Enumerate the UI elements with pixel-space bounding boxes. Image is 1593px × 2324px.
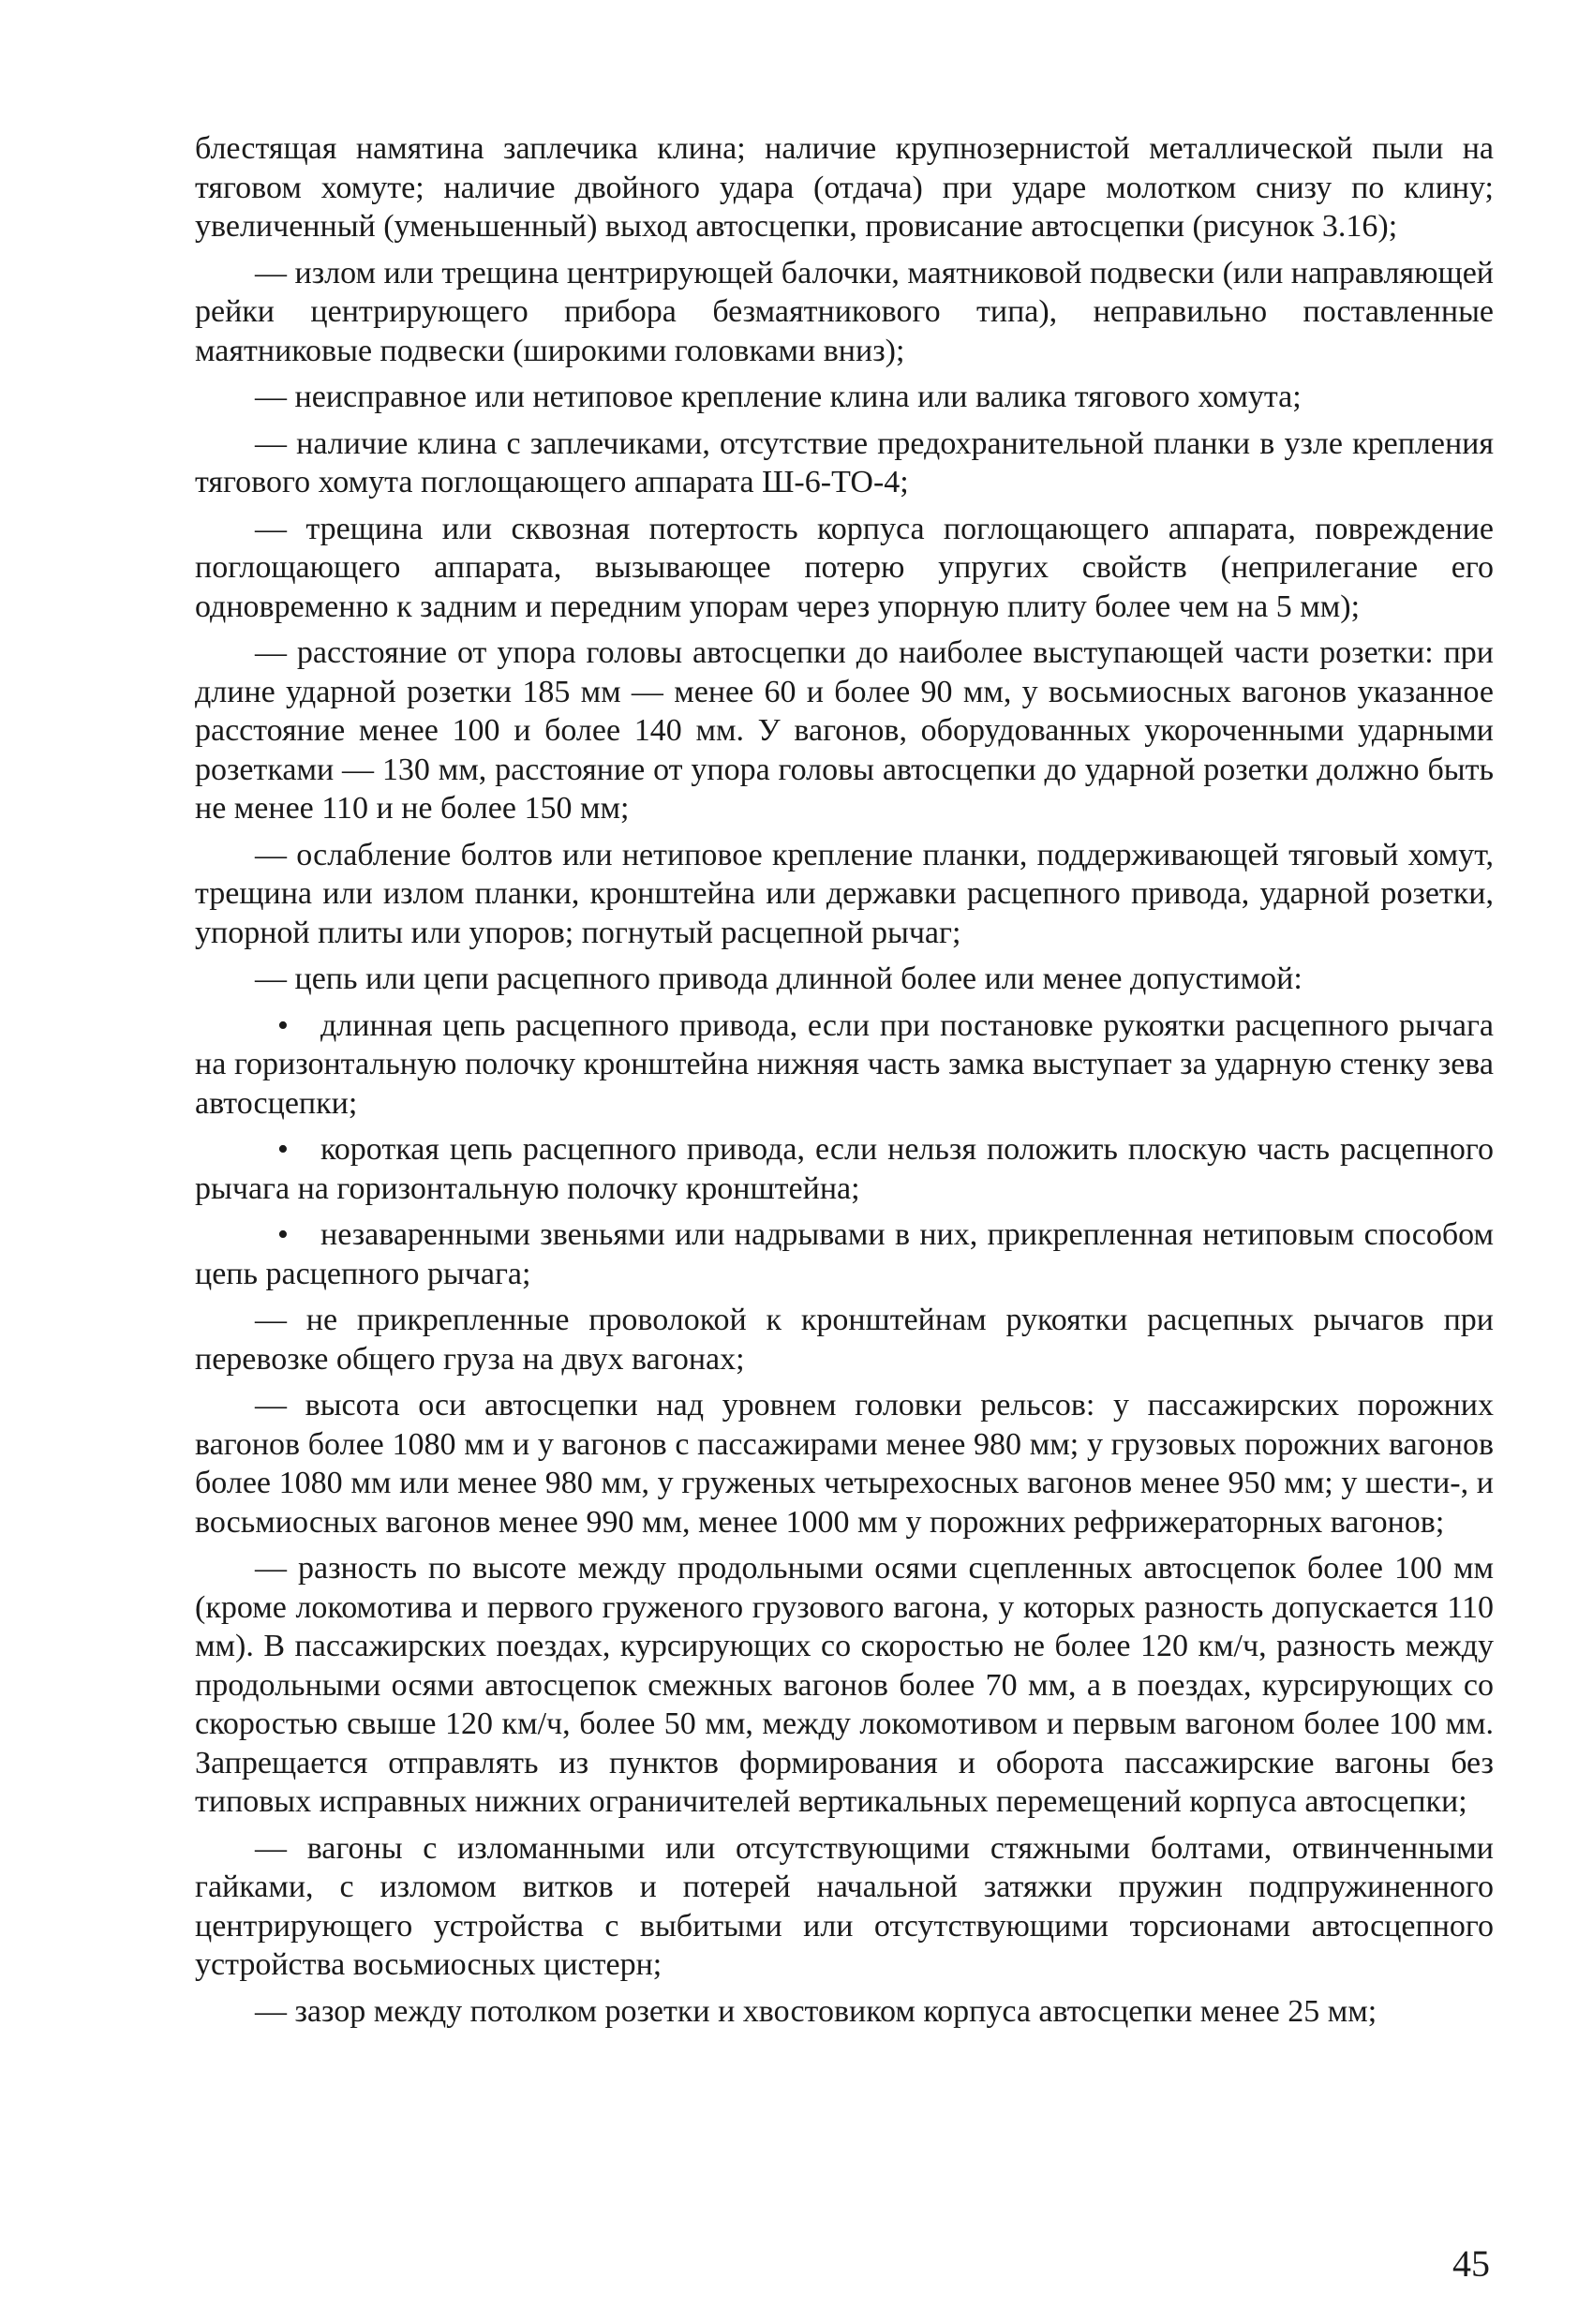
bullet-item [195, 1006, 1494, 1124]
paragraph: — разность по высоте между продольными осями сцепленных автосцепок более 100 мм (кроме локомотива и первого груженого грузового вагона, у которых разность допускается 110 мм). В пассажирских поездах, курсирующих со скоростью не более 120 км/ч, разность между продольными осями автосцепок смежных вагонов более 70 мм, а в поездах, курсирующих со скоростью свыше 120 км/ч, более 50 мм, между локомотивом и первым вагоном более 100 мм. Запрещается отправлять из пунктов формирования и оборота пассажирские вагоны без типовых исправных нижних ограничителей вертикальных перемещений корпуса автосцепки; [195, 1551, 1494, 1819]
paragraph: — зазор между потолком розетки и хвостовиком корпуса автосцепки менее 25 мм; [255, 1993, 1377, 2029]
page-number: 45 [1452, 2242, 1490, 2285]
paragraph: — вагоны с изломанными или отсутствующими стяжными болтами, отвинченными гайками, с изломом витков и потерей начальной затяжки пружин подпружиненного центрирующего устройства с выбитыми или отсутствующими торсионами автосцепного устройства восьмиосных цистерн; [195, 1830, 1494, 1982]
bullet-text: длинная цепь расцепного привода, если при постановке рукоятки расцепного рычага на горизонтальную полочку кронштейна нижняя часть замка выступает за ударную стенку зева автосцепки; [195, 1007, 1494, 1121]
paragraph: — высота оси автосцепки над уровнем головки рельсов: у пассажирских порожних вагонов более 1080 мм и у вагонов с пассажирами менее 980 мм; у грузовых порожних вагонов более 1080 мм или менее 980 мм, у груженых четырехосных вагонов менее 950 мм; у шести-, и восьмиосных вагонов менее 990 мм, менее 1000 мм у порожних рефрижераторных вагонов; [195, 1388, 1494, 1540]
paragraph: — ослабление болтов или нетиповое крепление планки, поддерживающей тяговый хомут, трещина или излом планки, кронштейна или державки расцепного привода, ударной розетки, упорной плиты или упоров; погнутый расцепной рычаг; [195, 837, 1494, 950]
page-body [195, 129, 1494, 2038]
bullet-icon: • [277, 1217, 289, 1252]
paragraph: — расстояние от упора головы автосцепки до наиболее выступающей части розетки: при длине ударной розетки 185 мм — менее 60 и более 90 мм, у восьмиосных вагонов указанное расстояние менее 100 и более 140 мм. У вагонов, оборудованных укороченными ударными розетками — 130 мм, расстояние от упора головы автосцепки до ударной розетки должно быть не менее 110 и не более 150 мм; [195, 635, 1494, 826]
paragraph: — цепь или цепи расцепного привода длинной более или менее допустимой: [255, 961, 1303, 996]
paragraph: — не прикрепленные проволокой к кронштейнам рукоятки расцепных рычагов при перевозке общего груза на двух вагонах; [195, 1303, 1494, 1377]
paragraph: блестящая намятина заплечика клина; наличие крупнозернистой металлической пыли на тяговом хомуте; наличие двойного удара (отдача) при ударе молотком снизу по клину; увеличенный (уменьшенный) выход автосцепки, провисание автосцепки (рисунок 3.16); [195, 131, 1494, 244]
paragraph: — трещина или сквозная потертость корпуса поглощающего аппарата, повреждение поглощающего аппарата, вызывающее потерю упругих свойств (неприлегание его одновременно к задним и передним упорам через упорную плиту более чем на 5 мм); [195, 511, 1494, 624]
bullet-text: незаваренными звеньями или надрывами в них, прикрепленная нетиповым способом цепь расцепного рычага; [195, 1217, 1494, 1291]
bullet-icon: • [277, 1007, 289, 1043]
bullet-icon: • [277, 1132, 289, 1167]
bullet-text: короткая цепь расцепного привода, если нельзя положить плоскую часть расцепного рычага на горизонтальную полочку кронштейна; [195, 1132, 1494, 1206]
paragraph: — излом или трещина центрирующей балочки, маятниковой подвески (или направляющей рейки центрирующего прибора безмаятникового типа), неправильно поставленные маятниковые подвески (широкими головками вниз); [195, 255, 1494, 368]
paragraph: — неисправное или нетиповое крепление клина или валика тягового хомута; [255, 380, 1302, 414]
paragraph: — наличие клина с заплечиками, отсутствие предохранительной планки в узле крепления тягового хомута поглощающего аппарата Ш-6-ТО-4; [195, 425, 1494, 499]
bullet-item [195, 1215, 1494, 1293]
bullet-item [195, 1130, 1494, 1208]
